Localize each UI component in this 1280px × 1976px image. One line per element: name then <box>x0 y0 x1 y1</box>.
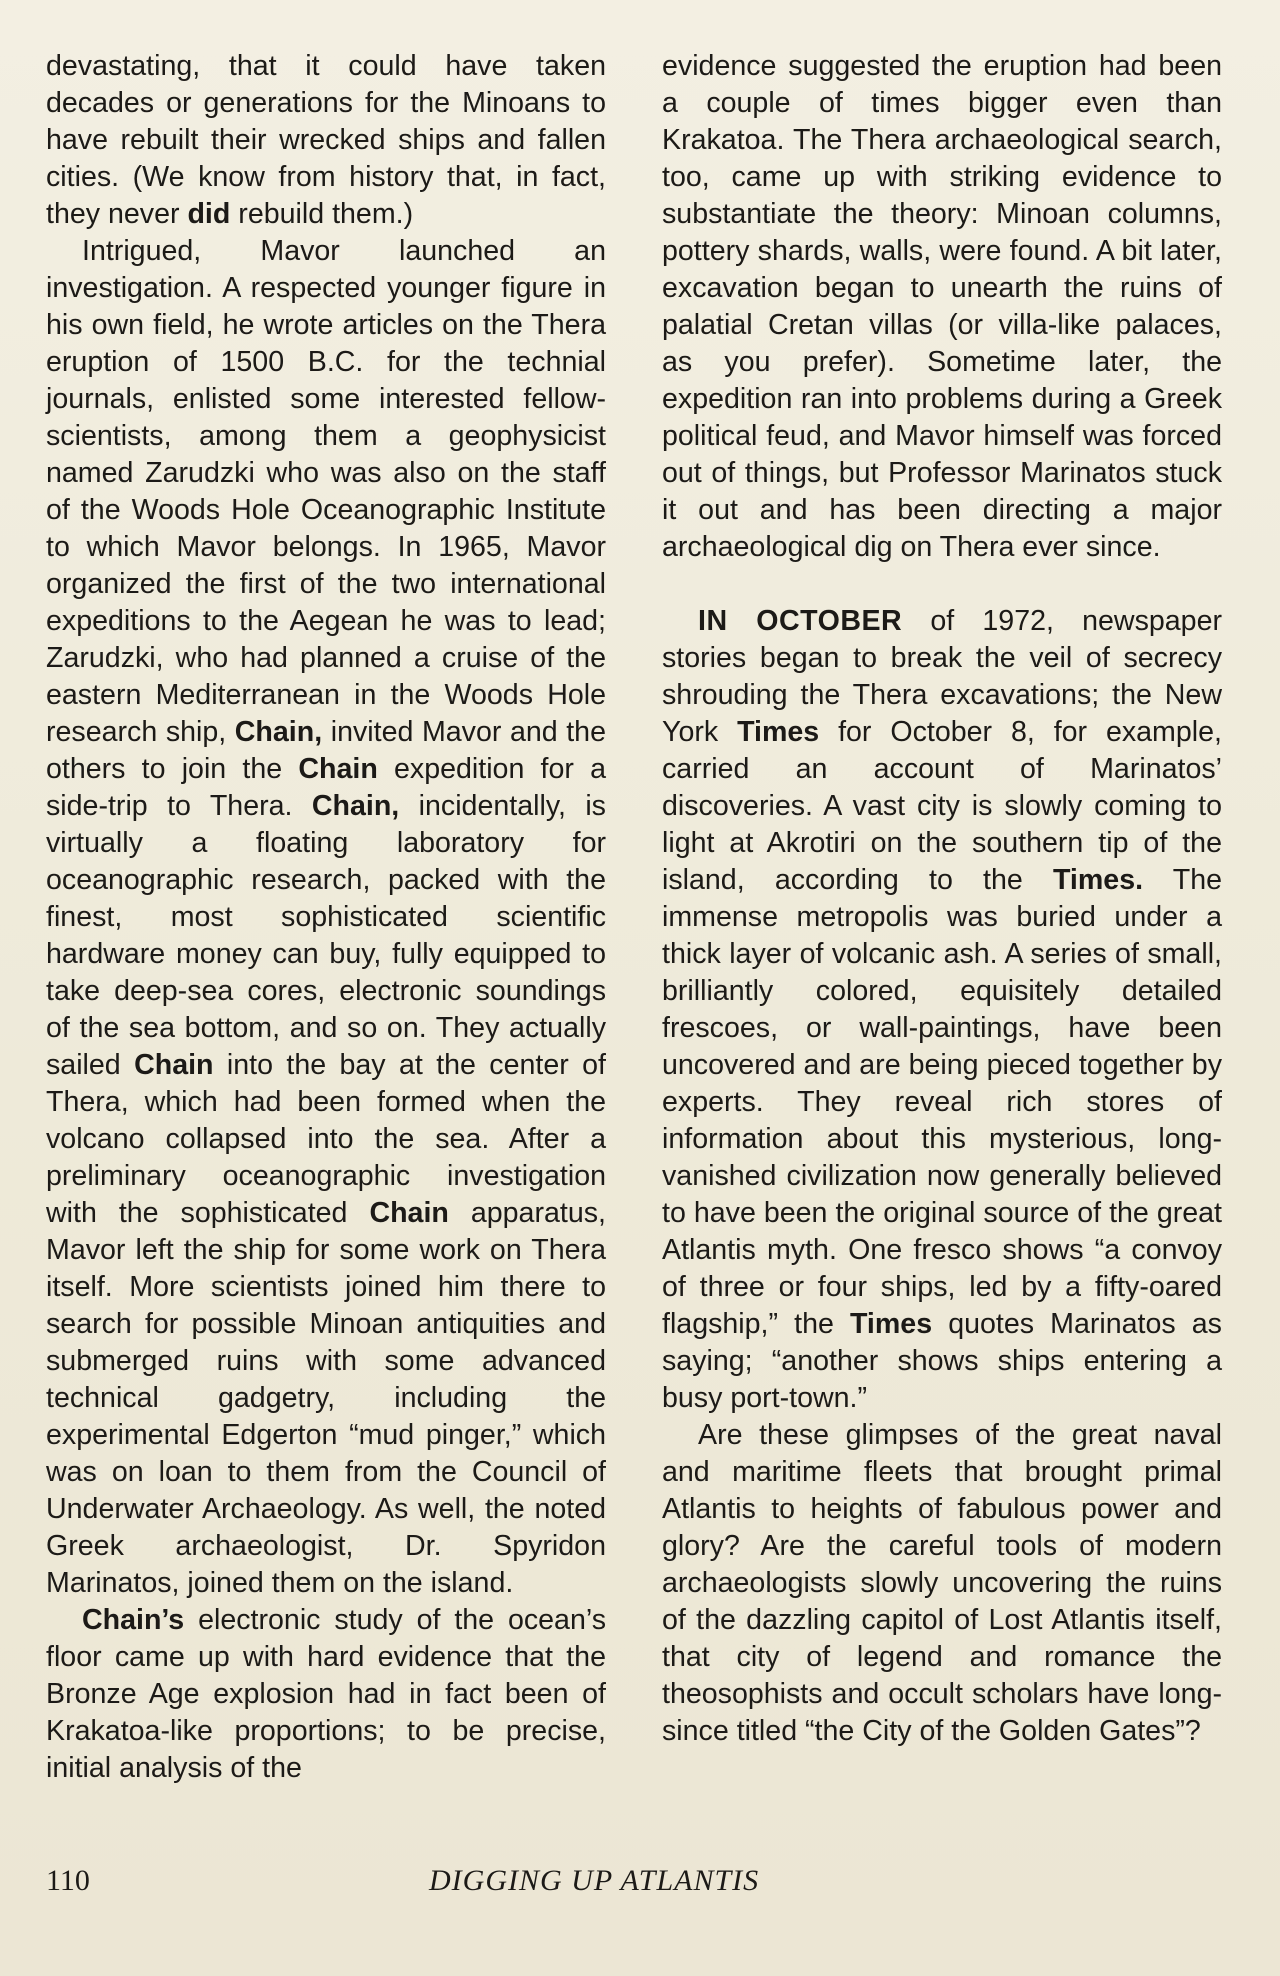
paragraph: Chain’s electronic study of the ocean’s floor came up with hard evidence that the Bronze Age explosion had in fact been of Krakatoa-like proportions; to be precise, initial analysis of the <box>46 1604 606 1784</box>
paragraph: IN OCTOBER of 1972, newspaper stories began to break the veil of secrecy shrouding the Thera excavations; the New York Times for October 8, for example, carried an account of Marinatos’ discoveries. A vast city is slowly coming to light at Akrotiri on the southern tip of the island, according to the Times. The immense metropolis was buried under a thick layer of volcanic ash. A series of small, brilliantly colored, equisitely detailed frescoes, or wall-paintings, have been uncovered and are being pieced together by experts. They reveal rich stores of information about this mysterious, long-vanished civilization now generally believed to have been the original source of the great Atlantis myth. One fresco shows “a convoy of three or four ships, led by a fifty-oared flagship,” the Times quotes Marinatos as saying; “another shows ships entering a busy port-town.” <box>662 605 1223 1414</box>
ship-name: Chain, <box>311 790 400 822</box>
paragraph: Are these glimpses of the great naval and maritime fleets that brought primal Atlantis to heights of fabulous power and glory? Are the careful tools of modern archaeologists slowly uncovering the ruins of the dazzling capitol of Lost Atlantis itself, that city of legend and romance the theosophists and occult scholars have long-since titled “the City of the Golden Gates”? <box>662 1419 1222 1747</box>
newspaper-name: Times <box>737 716 820 748</box>
running-title: DIGGING UP ATLANTIS <box>429 1864 760 1897</box>
paragraph: evidence suggested the eruption had been a couple of times bigger even than Krakatoa. The Thera archaeological search, too, came up with striking evidence to substantiate the theory: Minoan columns, pottery shards, walls, were found. A bit later, excavation began to unearth the ruins of palatial Cretan villas (or villa-like palaces, as you prefer). Sometime later, the expedition ran into problems during a Greek political feud, and Mavor himself was forced out of things, but Professor Marinatos stuck it out and has been directing a major archaeological dig on Thera ever since. <box>662 50 1222 563</box>
left-column <box>46 48 606 1787</box>
newspaper-name: Times. <box>1052 864 1144 896</box>
ship-name: Chain’s <box>82 1604 185 1636</box>
emphasis-text: did <box>187 198 231 230</box>
section-lead-in: IN OCTOBER <box>698 605 903 637</box>
page-footer <box>46 1864 1226 1908</box>
ship-name: Chain <box>298 753 378 785</box>
page-number: 110 <box>46 1864 90 1897</box>
right-column <box>662 48 1222 1750</box>
ship-name: Chain <box>369 1197 449 1229</box>
newspaper-name: Times <box>849 1308 933 1340</box>
ship-name: Chain, <box>234 716 323 748</box>
paragraph: Intrigued, Mavor launched an investigation. A respected younger figure in his own field, he wrote articles on the Thera eruption of 1500 B.C. for the technial journals, enlisted some interested fellow-scientists, among them a geophysicist named Zarudzki who was also on the staff of the Woods Hole Oceanographic Institute to which Mavor belongs. In 1965, Mavor organized the first of the two international expeditions to the Aegean he was to lead; Zarudzki, who had planned a cruise of the eastern Mediterranean in the Woods Hole research ship, Chain, invited Mavor and the others to join the Chain expedition for a side-trip to Thera. Chain, incidentally, is virtually a floating laboratory for oceanographic research, packed with the finest, most sophisticated scientific hardware money can buy, fully equipped to take deep-sea cores, electronic soundings of the sea bottom, and so on. They actually sailed Chain into the bay at the center of Thera, which had been formed when the volcano collapsed into the sea. After a preliminary oceanographic investigation with the sophisticated Chain apparatus, Mavor left the ship for some work on Thera itself. More scientists joined him there to search for possible Minoan antiquities and submerged ruins with some advanced technical gadgetry, including the experimental Edgerton “mud pinger,” which was on loan to them from the Council of Underwater Archaeology. As well, the noted Greek archaeologist, Dr. Spyridon Marinatos, joined them on the island. <box>46 235 607 1599</box>
paragraph: devastating, that it could have taken decades or generations for the Minoans to have rebuilt their wrecked ships and fallen cities. (We know from history that, in fact, they never did rebuild them.) <box>46 50 606 230</box>
ship-name: Chain <box>134 1049 214 1081</box>
